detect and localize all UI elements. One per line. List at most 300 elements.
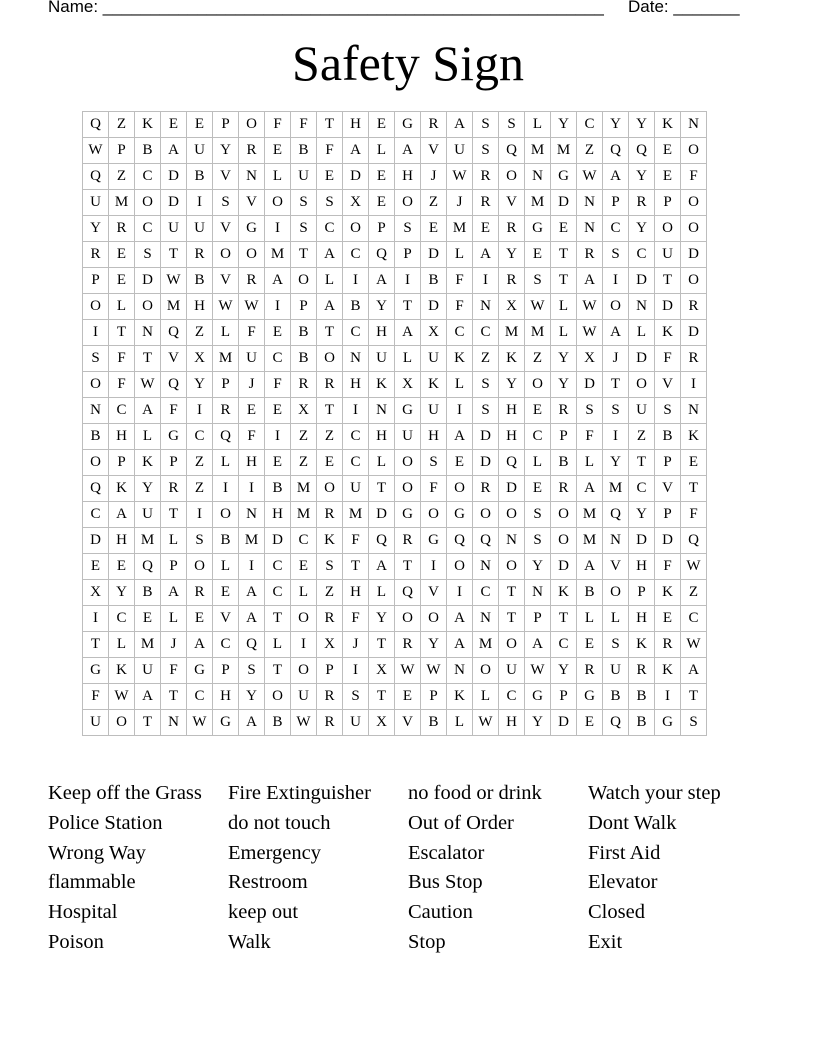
grid-cell[interactable]: C [603, 216, 629, 242]
grid-cell[interactable]: L [369, 450, 395, 476]
grid-cell[interactable]: U [83, 190, 109, 216]
grid-cell[interactable]: F [317, 138, 343, 164]
grid-cell[interactable]: I [447, 398, 473, 424]
grid-cell[interactable]: M [343, 502, 369, 528]
grid-cell[interactable]: S [291, 190, 317, 216]
grid-cell[interactable]: E [369, 190, 395, 216]
grid-cell[interactable]: U [499, 658, 525, 684]
grid-cell[interactable]: C [499, 684, 525, 710]
grid-cell[interactable]: R [291, 372, 317, 398]
grid-cell[interactable]: X [499, 294, 525, 320]
grid-cell[interactable]: O [395, 476, 421, 502]
grid-cell[interactable]: Z [291, 450, 317, 476]
grid-cell[interactable]: T [317, 320, 343, 346]
grid-cell[interactable]: C [83, 502, 109, 528]
grid-cell[interactable]: I [239, 554, 265, 580]
grid-cell[interactable]: L [369, 138, 395, 164]
grid-cell[interactable]: M [109, 190, 135, 216]
grid-cell[interactable]: U [369, 346, 395, 372]
grid-cell[interactable]: E [655, 138, 681, 164]
grid-cell[interactable]: M [603, 476, 629, 502]
grid-cell[interactable]: K [655, 320, 681, 346]
grid-cell[interactable]: Y [629, 112, 655, 138]
grid-cell[interactable]: D [499, 476, 525, 502]
grid-cell[interactable]: D [473, 424, 499, 450]
grid-cell[interactable]: K [109, 658, 135, 684]
grid-cell[interactable]: L [447, 372, 473, 398]
grid-cell[interactable]: S [395, 216, 421, 242]
grid-cell[interactable]: P [655, 190, 681, 216]
grid-cell[interactable]: P [213, 658, 239, 684]
grid-cell[interactable]: X [291, 398, 317, 424]
grid-cell[interactable]: E [655, 164, 681, 190]
grid-cell[interactable]: E [161, 112, 187, 138]
grid-cell[interactable]: R [577, 658, 603, 684]
grid-cell[interactable]: B [291, 320, 317, 346]
grid-cell[interactable]: O [213, 502, 239, 528]
grid-cell[interactable]: A [317, 294, 343, 320]
grid-cell[interactable]: O [499, 164, 525, 190]
grid-cell[interactable]: N [525, 580, 551, 606]
grid-cell[interactable]: P [161, 450, 187, 476]
grid-cell[interactable]: Y [629, 216, 655, 242]
grid-cell[interactable]: L [395, 346, 421, 372]
grid-cell[interactable]: J [239, 372, 265, 398]
grid-cell[interactable]: M [135, 632, 161, 658]
grid-cell[interactable]: O [499, 554, 525, 580]
grid-cell[interactable]: A [473, 242, 499, 268]
grid-cell[interactable]: M [551, 138, 577, 164]
grid-cell[interactable]: G [395, 112, 421, 138]
grid-cell[interactable]: P [291, 294, 317, 320]
grid-cell[interactable]: Z [421, 190, 447, 216]
grid-cell[interactable]: M [447, 216, 473, 242]
grid-cell[interactable]: O [551, 502, 577, 528]
grid-cell[interactable]: W [525, 658, 551, 684]
grid-cell[interactable]: A [369, 554, 395, 580]
grid-cell[interactable]: K [655, 658, 681, 684]
grid-cell[interactable]: T [551, 268, 577, 294]
grid-cell[interactable]: H [629, 606, 655, 632]
grid-cell[interactable]: O [421, 502, 447, 528]
grid-cell[interactable]: A [369, 268, 395, 294]
grid-cell[interactable]: T [369, 632, 395, 658]
grid-cell[interactable]: L [551, 294, 577, 320]
grid-cell[interactable]: G [525, 216, 551, 242]
grid-cell[interactable]: R [551, 398, 577, 424]
grid-cell[interactable]: C [525, 424, 551, 450]
grid-cell[interactable]: A [577, 476, 603, 502]
grid-cell[interactable]: O [629, 372, 655, 398]
grid-cell[interactable]: D [629, 268, 655, 294]
grid-cell[interactable]: N [525, 164, 551, 190]
grid-cell[interactable]: Z [525, 346, 551, 372]
grid-cell[interactable]: R [161, 476, 187, 502]
grid-cell[interactable]: R [681, 346, 707, 372]
grid-cell[interactable]: T [265, 606, 291, 632]
grid-cell[interactable]: R [317, 684, 343, 710]
grid-cell[interactable]: I [447, 580, 473, 606]
grid-cell[interactable]: I [421, 554, 447, 580]
grid-cell[interactable]: M [525, 190, 551, 216]
grid-cell[interactable]: Q [473, 528, 499, 554]
grid-cell[interactable]: Z [187, 320, 213, 346]
grid-cell[interactable]: S [343, 684, 369, 710]
grid-cell[interactable]: E [681, 450, 707, 476]
grid-cell[interactable]: F [655, 554, 681, 580]
name-field-label[interactable]: Name: _____________________________________________________ [48, 0, 604, 16]
grid-cell[interactable]: L [447, 710, 473, 736]
grid-cell[interactable]: B [551, 450, 577, 476]
grid-cell[interactable]: E [369, 164, 395, 190]
grid-cell[interactable]: I [265, 294, 291, 320]
grid-cell[interactable]: O [499, 502, 525, 528]
grid-cell[interactable]: G [83, 658, 109, 684]
grid-cell[interactable]: V [239, 190, 265, 216]
grid-cell[interactable]: C [629, 476, 655, 502]
grid-cell[interactable]: Q [395, 580, 421, 606]
grid-cell[interactable]: G [161, 424, 187, 450]
grid-cell[interactable]: C [447, 320, 473, 346]
grid-cell[interactable]: R [109, 216, 135, 242]
grid-cell[interactable]: P [421, 684, 447, 710]
grid-cell[interactable]: R [213, 398, 239, 424]
grid-cell[interactable]: W [681, 632, 707, 658]
grid-cell[interactable]: X [187, 346, 213, 372]
grid-cell[interactable]: G [187, 658, 213, 684]
grid-cell[interactable]: M [525, 138, 551, 164]
grid-cell[interactable]: Q [603, 138, 629, 164]
grid-cell[interactable]: U [83, 710, 109, 736]
grid-cell[interactable]: I [265, 216, 291, 242]
grid-cell[interactable]: D [135, 268, 161, 294]
grid-cell[interactable]: R [629, 190, 655, 216]
grid-cell[interactable]: R [239, 268, 265, 294]
grid-cell[interactable]: T [395, 554, 421, 580]
grid-cell[interactable]: O [681, 190, 707, 216]
grid-cell[interactable]: A [317, 242, 343, 268]
grid-cell[interactable]: F [343, 606, 369, 632]
grid-cell[interactable]: I [343, 398, 369, 424]
grid-cell[interactable]: Q [239, 632, 265, 658]
grid-cell[interactable]: K [681, 424, 707, 450]
grid-cell[interactable]: F [447, 294, 473, 320]
grid-cell[interactable]: A [161, 138, 187, 164]
grid-cell[interactable]: F [291, 112, 317, 138]
grid-cell[interactable]: B [291, 346, 317, 372]
grid-cell[interactable]: A [603, 320, 629, 346]
grid-cell[interactable]: F [681, 164, 707, 190]
grid-cell[interactable]: T [681, 476, 707, 502]
grid-cell[interactable]: E [109, 242, 135, 268]
grid-cell[interactable]: Q [447, 528, 473, 554]
grid-cell[interactable]: W [577, 320, 603, 346]
grid-cell[interactable]: U [629, 398, 655, 424]
grid-cell[interactable]: X [83, 580, 109, 606]
grid-cell[interactable]: F [265, 372, 291, 398]
grid-cell[interactable]: W [395, 658, 421, 684]
grid-cell[interactable]: A [109, 502, 135, 528]
grid-cell[interactable]: E [525, 242, 551, 268]
grid-cell[interactable]: Y [551, 372, 577, 398]
grid-cell[interactable]: L [603, 606, 629, 632]
grid-cell[interactable]: Q [161, 372, 187, 398]
grid-cell[interactable]: U [135, 658, 161, 684]
grid-cell[interactable]: O [291, 658, 317, 684]
grid-cell[interactable]: R [551, 476, 577, 502]
grid-cell[interactable]: V [499, 190, 525, 216]
grid-cell[interactable]: L [265, 164, 291, 190]
grid-cell[interactable]: V [603, 554, 629, 580]
grid-cell[interactable]: M [135, 528, 161, 554]
grid-cell[interactable]: O [395, 450, 421, 476]
grid-cell[interactable]: L [291, 580, 317, 606]
grid-cell[interactable]: Z [187, 476, 213, 502]
grid-cell[interactable]: D [655, 528, 681, 554]
grid-cell[interactable]: H [187, 294, 213, 320]
grid-cell[interactable]: K [447, 346, 473, 372]
grid-cell[interactable]: T [161, 502, 187, 528]
grid-cell[interactable]: C [265, 580, 291, 606]
grid-cell[interactable]: G [447, 502, 473, 528]
grid-cell[interactable]: O [525, 372, 551, 398]
grid-cell[interactable]: E [213, 580, 239, 606]
grid-cell[interactable]: A [447, 606, 473, 632]
grid-cell[interactable]: Q [499, 138, 525, 164]
grid-cell[interactable]: P [109, 450, 135, 476]
grid-cell[interactable]: I [265, 424, 291, 450]
grid-cell[interactable]: E [421, 216, 447, 242]
grid-cell[interactable]: Q [369, 528, 395, 554]
grid-cell[interactable]: P [629, 580, 655, 606]
grid-cell[interactable]: D [577, 372, 603, 398]
grid-cell[interactable]: Z [109, 164, 135, 190]
grid-cell[interactable]: Q [681, 528, 707, 554]
grid-cell[interactable]: K [447, 684, 473, 710]
grid-cell[interactable]: R [577, 242, 603, 268]
grid-cell[interactable]: L [369, 580, 395, 606]
grid-cell[interactable]: C [135, 216, 161, 242]
grid-cell[interactable]: C [317, 216, 343, 242]
grid-cell[interactable]: N [603, 528, 629, 554]
grid-cell[interactable]: O [447, 476, 473, 502]
grid-cell[interactable]: S [473, 398, 499, 424]
grid-cell[interactable]: Y [213, 138, 239, 164]
grid-cell[interactable]: J [421, 164, 447, 190]
grid-cell[interactable]: V [655, 476, 681, 502]
grid-cell[interactable]: O [603, 294, 629, 320]
grid-cell[interactable]: I [83, 606, 109, 632]
grid-cell[interactable]: F [447, 268, 473, 294]
grid-cell[interactable]: A [395, 320, 421, 346]
grid-cell[interactable]: E [265, 138, 291, 164]
grid-cell[interactable]: E [291, 554, 317, 580]
grid-cell[interactable]: V [213, 216, 239, 242]
grid-cell[interactable]: S [499, 112, 525, 138]
grid-cell[interactable]: B [265, 710, 291, 736]
grid-cell[interactable]: O [603, 580, 629, 606]
grid-cell[interactable]: N [239, 502, 265, 528]
grid-cell[interactable]: T [83, 632, 109, 658]
grid-cell[interactable]: Q [603, 710, 629, 736]
grid-cell[interactable]: F [83, 684, 109, 710]
grid-cell[interactable]: N [83, 398, 109, 424]
grid-cell[interactable]: S [317, 554, 343, 580]
grid-cell[interactable]: M [577, 528, 603, 554]
grid-cell[interactable]: E [109, 554, 135, 580]
grid-cell[interactable]: W [525, 294, 551, 320]
grid-cell[interactable]: T [629, 450, 655, 476]
grid-cell[interactable]: Y [629, 502, 655, 528]
grid-cell[interactable]: E [317, 164, 343, 190]
grid-cell[interactable]: O [187, 554, 213, 580]
grid-cell[interactable]: E [369, 112, 395, 138]
grid-cell[interactable]: H [421, 424, 447, 450]
grid-cell[interactable]: O [239, 112, 265, 138]
grid-cell[interactable]: L [161, 606, 187, 632]
grid-cell[interactable]: G [577, 684, 603, 710]
grid-cell[interactable]: Q [161, 320, 187, 346]
grid-cell[interactable]: S [187, 528, 213, 554]
grid-cell[interactable]: Y [629, 164, 655, 190]
grid-cell[interactable]: L [525, 112, 551, 138]
grid-cell[interactable]: Q [369, 242, 395, 268]
grid-cell[interactable]: B [655, 424, 681, 450]
grid-cell[interactable]: L [473, 684, 499, 710]
grid-cell[interactable]: O [83, 450, 109, 476]
grid-cell[interactable]: V [655, 372, 681, 398]
grid-cell[interactable]: Z [577, 138, 603, 164]
grid-cell[interactable]: C [265, 554, 291, 580]
grid-cell[interactable]: R [83, 242, 109, 268]
grid-cell[interactable]: I [343, 268, 369, 294]
grid-cell[interactable]: P [551, 684, 577, 710]
grid-cell[interactable]: L [213, 320, 239, 346]
grid-cell[interactable]: I [395, 268, 421, 294]
grid-cell[interactable]: A [395, 138, 421, 164]
grid-cell[interactable]: R [421, 112, 447, 138]
grid-cell[interactable]: Y [603, 450, 629, 476]
grid-cell[interactable]: N [239, 164, 265, 190]
grid-cell[interactable]: W [83, 138, 109, 164]
grid-cell[interactable]: T [603, 372, 629, 398]
grid-cell[interactable]: V [421, 138, 447, 164]
grid-cell[interactable]: Z [629, 424, 655, 450]
grid-cell[interactable]: L [135, 424, 161, 450]
grid-cell[interactable]: V [213, 606, 239, 632]
grid-cell[interactable]: N [473, 294, 499, 320]
grid-cell[interactable]: Y [369, 294, 395, 320]
grid-cell[interactable]: Y [369, 606, 395, 632]
grid-cell[interactable]: G [551, 164, 577, 190]
grid-cell[interactable]: N [629, 294, 655, 320]
grid-cell[interactable]: I [655, 684, 681, 710]
grid-cell[interactable]: A [447, 424, 473, 450]
grid-cell[interactable]: R [473, 164, 499, 190]
grid-cell[interactable]: E [187, 606, 213, 632]
date-field-label[interactable]: Date: _______ [628, 0, 740, 16]
grid-cell[interactable]: K [499, 346, 525, 372]
grid-cell[interactable]: M [291, 476, 317, 502]
grid-cell[interactable]: U [187, 138, 213, 164]
grid-cell[interactable]: L [551, 320, 577, 346]
grid-cell[interactable]: B [577, 580, 603, 606]
grid-cell[interactable]: Y [525, 710, 551, 736]
grid-cell[interactable]: H [109, 424, 135, 450]
grid-cell[interactable]: H [343, 372, 369, 398]
grid-cell[interactable]: O [681, 138, 707, 164]
grid-cell[interactable]: O [213, 242, 239, 268]
grid-cell[interactable]: Y [551, 112, 577, 138]
grid-cell[interactable]: S [421, 450, 447, 476]
grid-cell[interactable]: F [343, 528, 369, 554]
grid-cell[interactable]: H [109, 528, 135, 554]
grid-cell[interactable]: C [187, 684, 213, 710]
grid-cell[interactable]: O [83, 372, 109, 398]
grid-cell[interactable]: W [135, 372, 161, 398]
grid-cell[interactable]: G [213, 710, 239, 736]
grid-cell[interactable]: L [317, 268, 343, 294]
grid-cell[interactable]: A [239, 580, 265, 606]
grid-cell[interactable]: K [369, 372, 395, 398]
grid-cell[interactable]: C [213, 632, 239, 658]
grid-cell[interactable]: L [447, 242, 473, 268]
grid-cell[interactable]: E [239, 398, 265, 424]
grid-cell[interactable]: N [473, 606, 499, 632]
grid-cell[interactable]: E [317, 450, 343, 476]
grid-cell[interactable]: O [447, 554, 473, 580]
grid-cell[interactable]: D [655, 294, 681, 320]
grid-cell[interactable]: W [577, 294, 603, 320]
grid-cell[interactable]: R [499, 216, 525, 242]
grid-cell[interactable]: I [213, 476, 239, 502]
grid-cell[interactable]: O [681, 268, 707, 294]
grid-cell[interactable]: T [291, 242, 317, 268]
grid-cell[interactable]: O [655, 216, 681, 242]
grid-cell[interactable]: L [109, 294, 135, 320]
grid-cell[interactable]: I [187, 190, 213, 216]
grid-cell[interactable]: P [655, 450, 681, 476]
grid-cell[interactable]: W [109, 684, 135, 710]
grid-cell[interactable]: U [291, 164, 317, 190]
grid-cell[interactable]: B [343, 294, 369, 320]
grid-cell[interactable]: R [473, 190, 499, 216]
grid-cell[interactable]: N [681, 398, 707, 424]
grid-cell[interactable]: O [317, 346, 343, 372]
grid-cell[interactable]: U [239, 346, 265, 372]
grid-cell[interactable]: L [629, 320, 655, 346]
grid-cell[interactable]: A [187, 632, 213, 658]
grid-cell[interactable]: R [317, 606, 343, 632]
grid-cell[interactable]: S [603, 632, 629, 658]
grid-cell[interactable]: X [343, 190, 369, 216]
grid-cell[interactable]: E [109, 268, 135, 294]
grid-cell[interactable]: F [161, 658, 187, 684]
grid-cell[interactable]: L [213, 450, 239, 476]
grid-cell[interactable]: U [603, 658, 629, 684]
grid-cell[interactable]: R [655, 632, 681, 658]
grid-cell[interactable]: N [369, 398, 395, 424]
grid-cell[interactable]: U [291, 684, 317, 710]
grid-cell[interactable]: A [265, 268, 291, 294]
grid-cell[interactable]: O [395, 606, 421, 632]
grid-cell[interactable]: N [447, 658, 473, 684]
grid-cell[interactable]: A [577, 268, 603, 294]
grid-cell[interactable]: A [239, 710, 265, 736]
grid-cell[interactable]: W [681, 554, 707, 580]
grid-cell[interactable]: E [577, 632, 603, 658]
grid-cell[interactable]: D [421, 242, 447, 268]
